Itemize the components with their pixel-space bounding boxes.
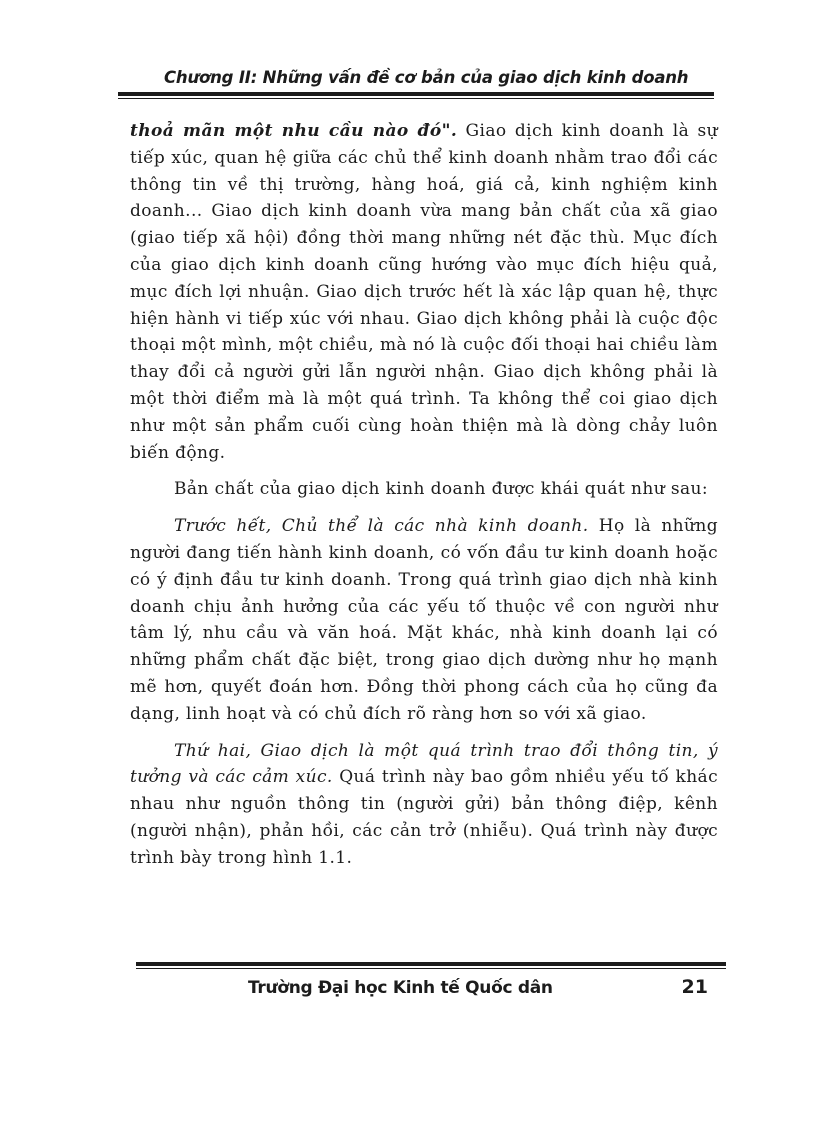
header-rule [118,92,714,96]
paragraph-4-lead: Thứ hai, Giao dịch là một quá trình trao đổi thông tin, ý tưởng và các cảm xúc. [130,740,718,788]
header-rule-thin [118,98,714,99]
body-text [130,118,718,882]
paragraph-4 [130,738,718,872]
page-footer [136,962,726,1010]
page-number: 21 [681,976,708,998]
paragraph-3 [130,513,718,727]
paragraph-3-text: Họ là những người đang tiến hành kinh doanh, có vốn đầu tư kinh doanh hoặc có ý định đầu tư kinh doanh. Trong quá trình giao dịch nhà kinh doanh chịu ảnh hưởng của các yếu tố thuộc về con người như tâm lý, nhu cầu và văn hoá. Mặt khác, nhà kinh doanh lại có những phẩm chất đặc biệt, trong giao dịch dường như họ mạnh mẽ hơn, quyết đoán hơn. Đồng thời phong cách của họ cũng đa dạng, linh hoạt và có chủ đích rõ ràng hơn so với xã giao. [130,516,719,724]
paragraph-1 [130,118,718,466]
paragraph-2-text: Bản chất của giao dịch kinh doanh được khái quát như sau: [174,479,708,500]
page-header [118,62,714,102]
paragraph-3-lead: Trước hết, Chủ thể là các nhà kinh doanh. [174,516,589,537]
paragraph-1-lead: thoả mãn một nhu cầu nào đó". [130,121,458,141]
chapter-title: Chương II: Những vấn đề cơ bản của giao dịch kinh doanh [164,68,689,87]
paragraph-4-text: Quá trình này bao gồm nhiều yếu tố khác nhau như nguồn thông tin (người gửi) bản thông điệp, kênh (người nhận), phản hồi, các cản trở (nhiễu). Quá trình này được trình bày trong hình 1.1. [130,767,719,868]
university-name: Trường Đại học Kinh tế Quốc dân [248,978,553,998]
footer-rule-thin [136,968,726,969]
paragraph-2 [130,476,718,503]
paragraph-1-text: Giao dịch kinh doanh là sự tiếp xúc, quan hệ giữa các chủ thể kinh doanh nhằm trao đổi các thông tin về thị trường, hàng hoá, giá cả, kinh nghiệm kinh doanh... Giao dịch kinh doanh vừa mang bản chất của xã giao (giao tiếp xã hội) đồng thời mang những nét đặc thù. Mục đích của giao dịch kinh doanh cũng hướng vào mục đích hiệu quả, mục đích lợi nhuận. Giao dịch trước hết là xác lập quan hệ, thực hiện hành vi tiếp xúc với nhau. Giao dịch không phải là cuộc độc thoại một mình, một chiều, mà nó là cuộc đối thoại hai chiều làm thay đổi cả người gửi lẫn người nhận. Giao dịch không phải là một thời điểm mà là một quá trình. Ta không thể coi giao dịch như một sản phẩm cuối cùng hoàn thiện mà là dòng chảy luôn biến động. [130,121,718,463]
footer-rule [136,962,726,966]
